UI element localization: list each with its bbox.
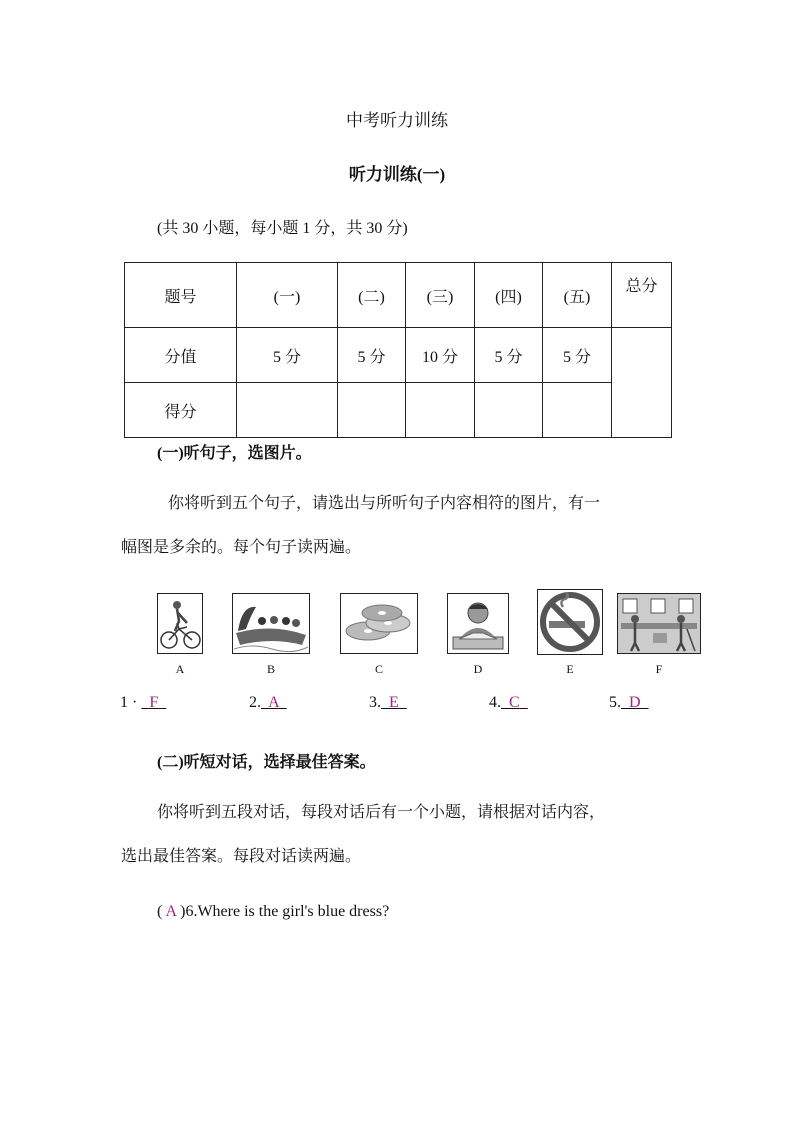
score-note: (共 30 小题，每小题 1 分，共 30 分) bbox=[157, 220, 408, 237]
earned-score-cell[interactable] bbox=[338, 383, 406, 438]
answer-blank[interactable] bbox=[381, 694, 407, 711]
section1-heading: (一)听句子，选图片。 bbox=[157, 445, 312, 462]
answer-value: A bbox=[268, 694, 279, 711]
question-6-text: 6.Where is the girl's blue dress? bbox=[185, 903, 390, 920]
total-score-cell[interactable] bbox=[612, 328, 672, 438]
compact-discs-icon bbox=[340, 593, 418, 654]
answer-number: 1 · bbox=[120, 694, 142, 711]
row-label: 得分 bbox=[125, 383, 237, 438]
column-header: (三) bbox=[406, 263, 475, 328]
dragon-boat-race-icon bbox=[232, 593, 310, 654]
answer-value: F bbox=[149, 694, 159, 711]
answer-item bbox=[249, 694, 287, 712]
column-header: (五) bbox=[543, 263, 612, 328]
picture-label: B bbox=[266, 662, 275, 676]
picture-label: D bbox=[473, 662, 483, 676]
table-row bbox=[125, 383, 672, 438]
earned-score-cell[interactable] bbox=[475, 383, 543, 438]
picture-f bbox=[617, 593, 701, 659]
girl-riding-bicycle-icon bbox=[157, 593, 203, 654]
picture-c bbox=[340, 593, 418, 659]
score-value: 5 分 bbox=[237, 328, 338, 383]
column-header: (一) bbox=[237, 263, 338, 328]
picture-label: E bbox=[566, 662, 574, 676]
no-smoking-sign-icon bbox=[537, 589, 603, 655]
picture-label: F bbox=[655, 662, 663, 676]
answer-blank[interactable] bbox=[261, 694, 287, 711]
picture-a bbox=[157, 593, 203, 659]
row-label: 题号 bbox=[125, 263, 237, 328]
answer-item bbox=[120, 694, 166, 712]
row-label: 分值 bbox=[125, 328, 237, 383]
answer-item bbox=[609, 694, 649, 712]
section2-instruction: 你将听到五段对话，每段对话后有一个小题，请根据对话内容， bbox=[157, 804, 606, 821]
answer-blank[interactable] bbox=[141, 694, 166, 711]
answer-paren-close: ) bbox=[176, 903, 186, 920]
answer-number: 5. bbox=[609, 694, 621, 711]
table-row bbox=[125, 328, 672, 383]
section2-instruction: 选出最佳答案。每段对话读两遍。 bbox=[121, 848, 362, 865]
picture-e bbox=[537, 589, 603, 660]
column-header-total: 总分 bbox=[612, 263, 672, 328]
score-value: 5 分 bbox=[475, 328, 543, 383]
picture-d bbox=[447, 593, 509, 659]
exercise-subtitle: 听力训练(一) bbox=[348, 165, 446, 184]
answer-paren-open: ( bbox=[157, 903, 166, 920]
earned-score-cell[interactable] bbox=[237, 383, 338, 438]
answer-blank[interactable] bbox=[621, 694, 649, 711]
answer-value: E bbox=[389, 694, 399, 711]
table-row bbox=[125, 263, 672, 328]
section1-instruction: 幅图是多余的。每个句子读两遍。 bbox=[121, 539, 362, 556]
answer-number: 3. bbox=[369, 694, 381, 711]
page-title: 中考听力训练 bbox=[346, 111, 448, 130]
score-value: 5 分 bbox=[338, 328, 406, 383]
boy-at-desk-icon bbox=[447, 593, 509, 654]
answer-number: 2. bbox=[249, 694, 261, 711]
score-value: 10 分 bbox=[406, 328, 475, 383]
answer-item bbox=[369, 694, 407, 712]
section2-heading: (二)听短对话，选择最佳答案。 bbox=[157, 754, 376, 771]
earned-score-cell[interactable] bbox=[406, 383, 475, 438]
score-table bbox=[124, 262, 672, 438]
answer-value: D bbox=[629, 694, 641, 711]
children-cleaning-classroom-icon bbox=[617, 593, 701, 654]
column-header: (四) bbox=[475, 263, 543, 328]
answer-item bbox=[489, 694, 528, 712]
picture-b bbox=[232, 593, 310, 659]
picture-label: A bbox=[175, 662, 185, 676]
answer-blank[interactable] bbox=[501, 694, 528, 711]
column-header: (二) bbox=[338, 263, 406, 328]
picture-label: C bbox=[374, 662, 383, 676]
question-6 bbox=[157, 903, 389, 921]
answer-number: 4. bbox=[489, 694, 501, 711]
section1-instruction: 你将听到五个句子，请选出与所听句子内容相符的图片，有一 bbox=[168, 495, 601, 512]
score-value: 5 分 bbox=[543, 328, 612, 383]
earned-score-cell[interactable] bbox=[543, 383, 612, 438]
answer-value: C bbox=[509, 694, 520, 711]
question-6-answer[interactable]: A bbox=[165, 903, 177, 920]
